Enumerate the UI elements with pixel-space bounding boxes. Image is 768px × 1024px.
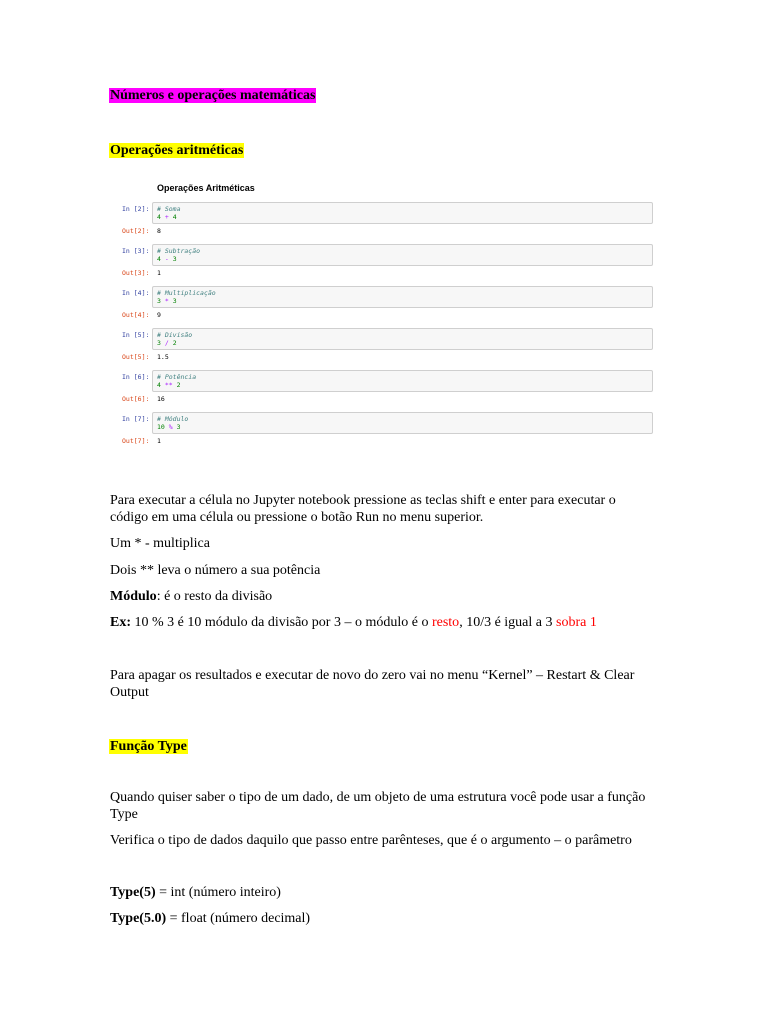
out-prompt: Out[6]: <box>122 395 150 403</box>
code-input[interactable] <box>152 328 653 350</box>
paragraph-type-1: Quando quiser saber o tipo de um dado, de um objeto de uma estrutura você pode usar a função Type <box>110 790 646 822</box>
code-comment: # Módulo <box>157 415 189 423</box>
in-prompt: In [7]: <box>122 415 150 423</box>
code-operand-b: 3 <box>172 297 177 305</box>
type-heading: Função Type <box>110 739 187 754</box>
paragraph-type-2: Verifica o tipo de dados daquilo que passo entre parênteses, que é o argumento – o parâmetro <box>110 833 632 848</box>
paragraph-type-int <box>110 884 655 901</box>
cell-output: 1 <box>157 269 161 277</box>
paragraph-execute: Para executar a célula no Jupyter notebook pressione as teclas shift e enter para executar o código em uma célula ou pressione o botão Run no menu superior. <box>110 493 616 525</box>
code-input[interactable] <box>152 286 653 308</box>
type-int-text: = int (número inteiro) <box>155 885 281 900</box>
out-prompt: Out[2]: <box>122 227 150 235</box>
paragraph-mult: Um * - multiplica <box>110 536 210 551</box>
code-operator: ** <box>164 381 173 389</box>
code-input[interactable] <box>152 370 653 392</box>
notebook-screenshot <box>118 180 654 452</box>
cell-output: 16 <box>157 395 165 403</box>
code-input[interactable] <box>152 412 653 434</box>
code-input[interactable] <box>152 244 653 266</box>
out-prompt: Out[5]: <box>122 353 150 361</box>
in-prompt: In [6]: <box>122 373 150 381</box>
paragraph-type-float <box>110 910 655 927</box>
in-prompt: In [4]: <box>122 289 150 297</box>
code-operand-a: 4 <box>157 213 161 221</box>
type-int-label: Type(5) <box>110 885 156 900</box>
code-operand-b: 3 <box>176 423 181 431</box>
cell-output: 1.5 <box>157 353 169 361</box>
paragraph-example <box>110 614 655 631</box>
cell-output: 8 <box>157 227 161 235</box>
code-operand-a: 3 <box>157 297 161 305</box>
out-prompt: Out[7]: <box>122 437 150 445</box>
in-prompt: In [3]: <box>122 247 150 255</box>
notebook-title: Operações Aritméticas <box>157 183 255 193</box>
code-comment: # Multiplicação <box>157 289 216 297</box>
cell-output: 1 <box>157 437 161 445</box>
code-operand-b: 4 <box>172 213 177 221</box>
paragraph-mod <box>110 588 655 605</box>
paragraph-clear: Para apagar os resultados e executar de novo do zero vai no menu “Kernel” – Restart & Clear Output <box>110 668 635 700</box>
ex-red-resto: resto <box>431 615 460 630</box>
code-input[interactable] <box>152 202 653 224</box>
code-operand-b: 3 <box>172 255 177 263</box>
out-prompt: Out[3]: <box>122 269 150 277</box>
main-heading: Números e operações matemáticas <box>110 88 316 103</box>
paragraph-pow: Dois ** leva o número a sua potência <box>110 563 321 578</box>
code-operand-b: 2 <box>172 339 177 347</box>
in-prompt: In [2]: <box>122 205 150 213</box>
out-prompt: Out[4]: <box>122 311 150 319</box>
ex-text-2: , 10/3 é igual a 3 <box>459 615 556 630</box>
mod-label: Módulo <box>110 589 157 604</box>
mod-text: : é o resto da divisão <box>156 589 273 604</box>
arith-heading: Operações aritméticas <box>110 143 244 158</box>
type-float-text: = float (número decimal) <box>166 911 311 926</box>
code-comment: # Soma <box>157 205 181 213</box>
code-operand-a: 4 <box>157 255 161 263</box>
code-operand-a: 10 <box>157 423 165 431</box>
code-operator: % <box>168 423 173 431</box>
code-comment: # Potência <box>157 373 197 381</box>
in-prompt: In [5]: <box>122 331 150 339</box>
code-comment: # Divisão <box>157 331 193 339</box>
ex-label: Ex: <box>110 615 131 630</box>
code-operator: + <box>164 213 169 221</box>
code-operand-b: 2 <box>176 381 181 389</box>
code-operator: / <box>164 339 169 347</box>
code-operand-a: 3 <box>157 339 161 347</box>
code-operand-a: 4 <box>157 381 161 389</box>
cell-output: 9 <box>157 311 161 319</box>
ex-text-1: 10 % 3 é 10 módulo da divisão por 3 – o módulo é o <box>131 615 432 630</box>
type-float-label: Type(5.0) <box>110 911 167 926</box>
ex-red-sobra: sobra 1 <box>556 615 597 630</box>
code-operator: * <box>164 297 169 305</box>
code-comment: # Subtração <box>157 247 201 255</box>
code-operator: - <box>164 255 169 263</box>
